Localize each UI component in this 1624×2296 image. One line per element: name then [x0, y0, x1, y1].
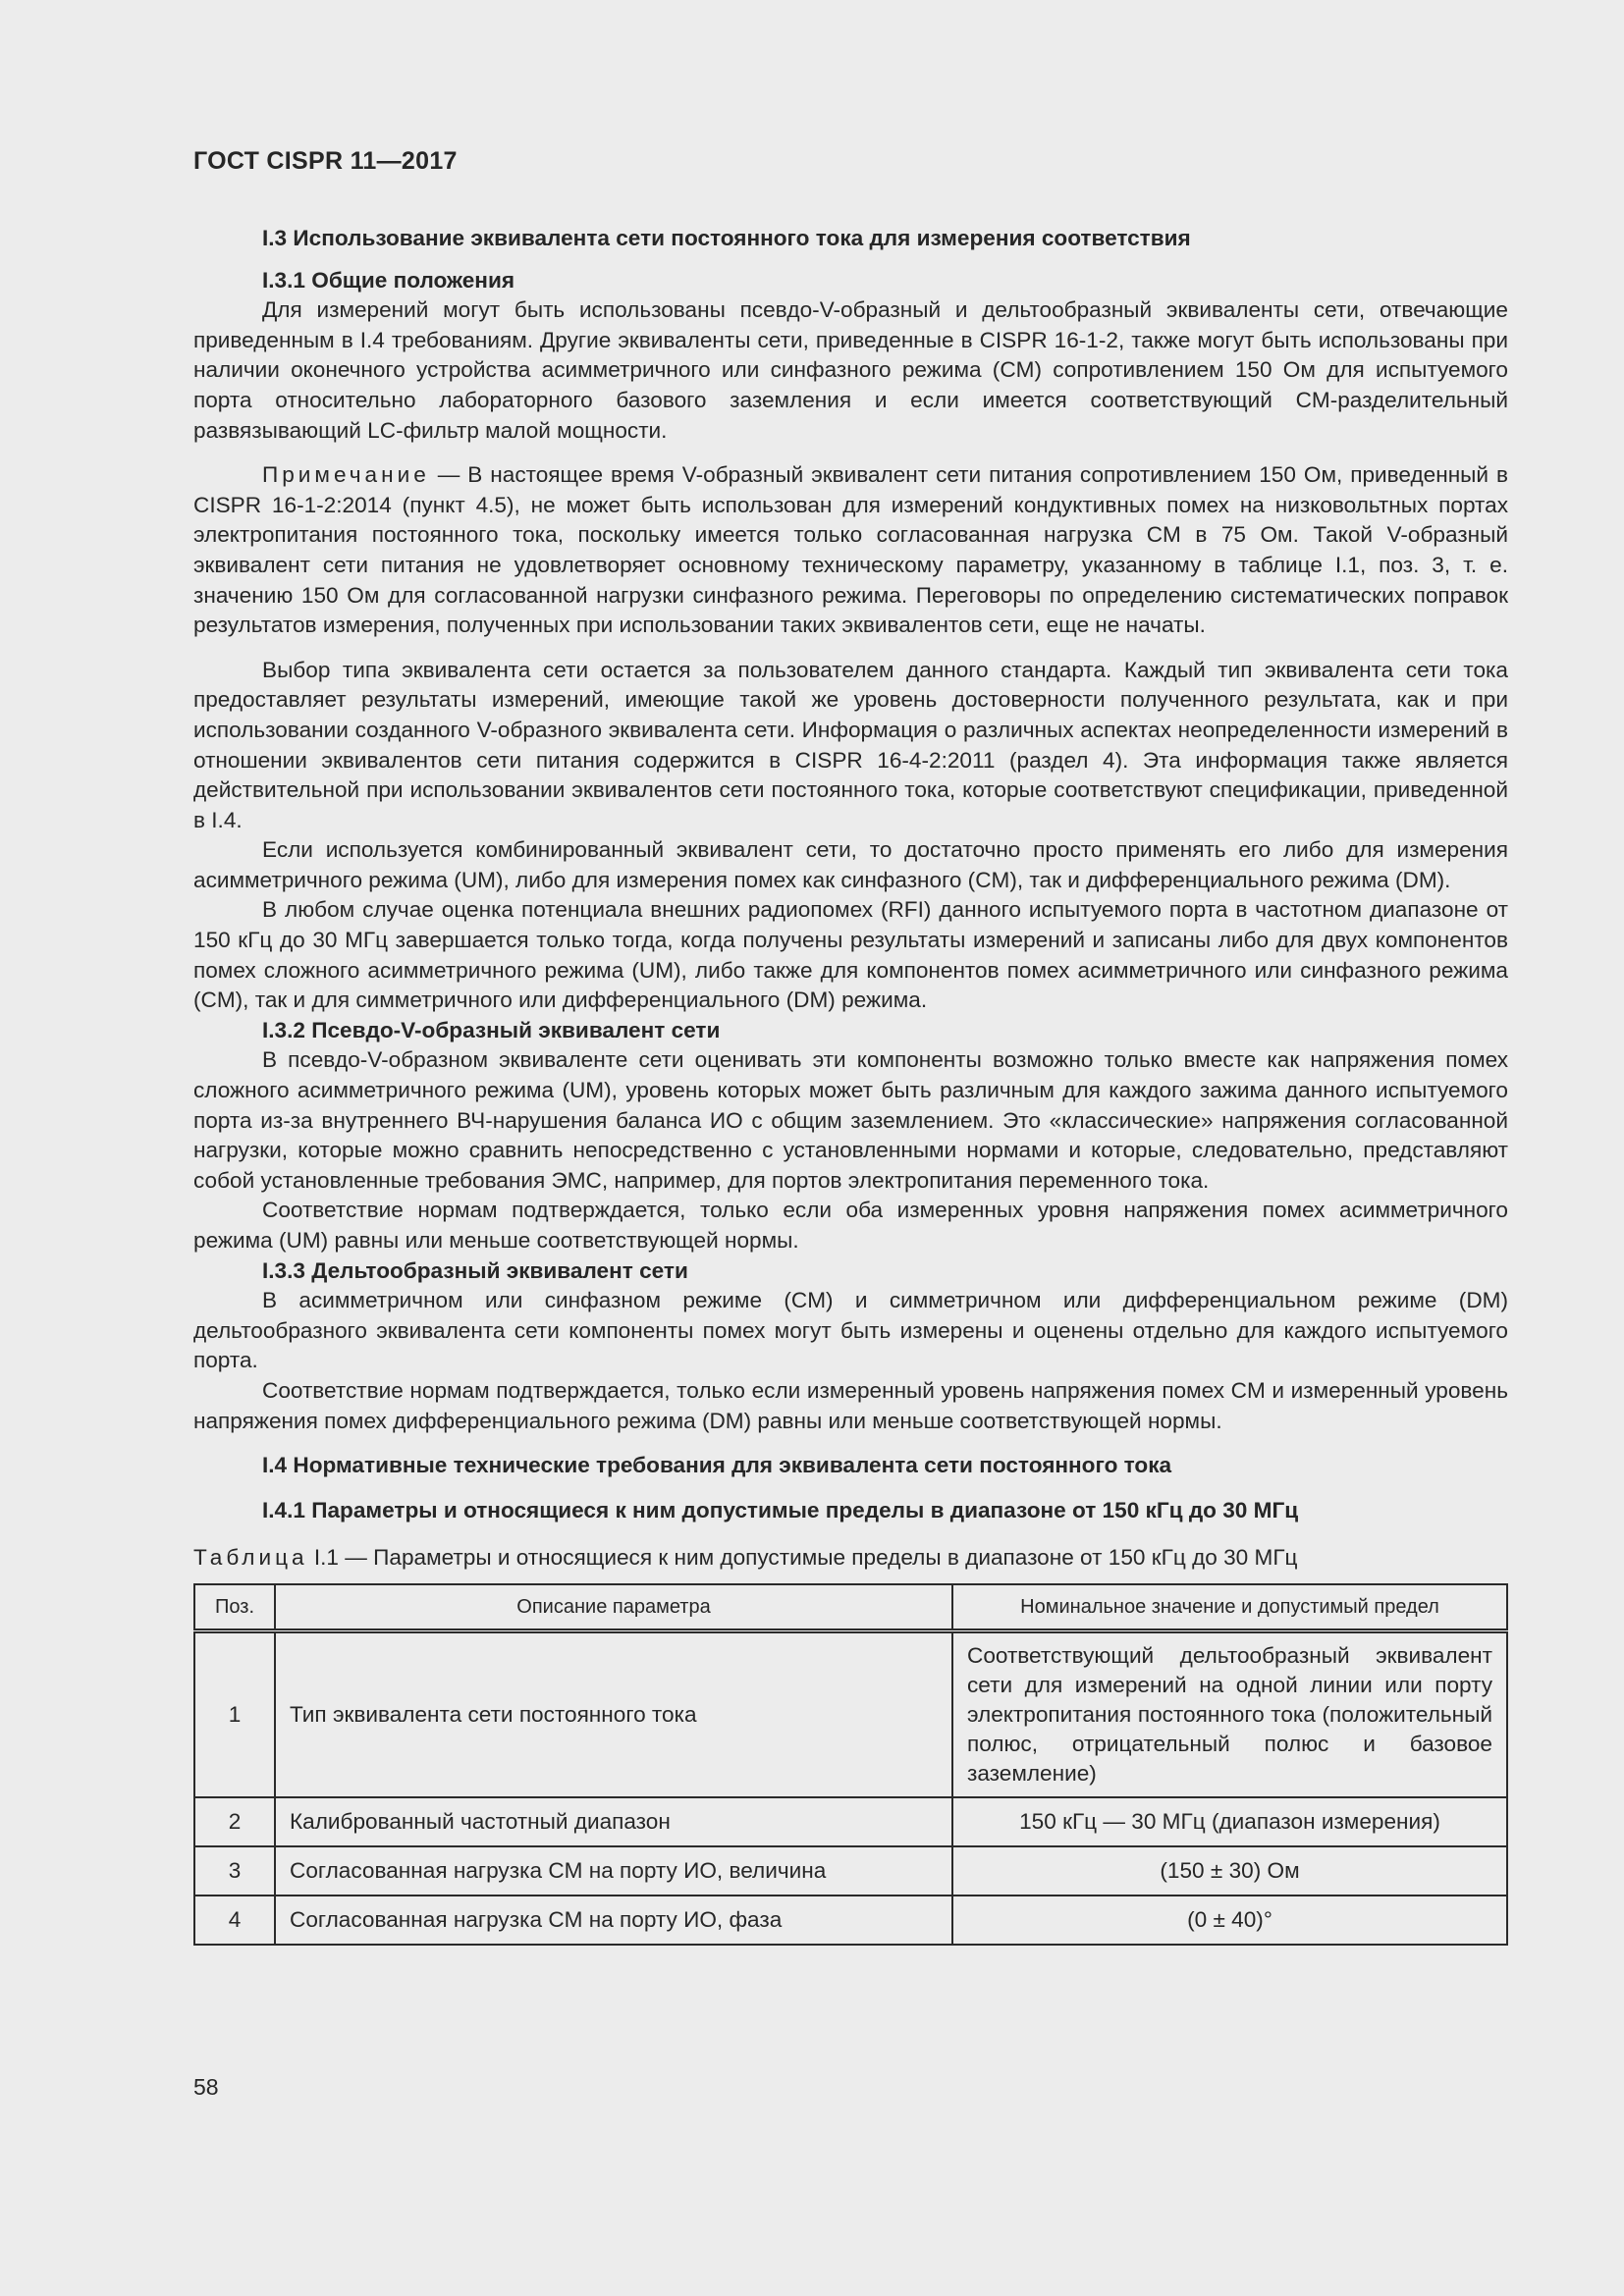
row-desc: Согласованная нагрузка CM на порту ИО, величина: [275, 1846, 952, 1896]
note-paragraph: [193, 460, 1508, 641]
section-i32-heading: I.3.2 Псевдо-V-образный эквивалент сети: [262, 1017, 721, 1042]
table-header-row: [194, 1584, 1507, 1631]
table-caption-label: Таблица: [193, 1545, 308, 1571]
paragraph: В асимметричном или синфазном режиме (CM) и симметричном или дифференциальном режиме (DM) дельтообразного эквивалента сети компоненты помех могут быть измерены и оценены отдельно для каждого испытуемого порта.: [193, 1288, 1508, 1373]
section-i4-heading: I.4 Нормативные технические требования для эквивалента сети постоянного тока: [262, 1453, 1172, 1478]
paragraph: Если используется комбинированный эквивалент сети, то достаточно просто применять его либо для измерения асимметричного режима (UM), либо для измерения помех как синфазного (CM), так и дифференциального режима (DM).: [193, 837, 1508, 892]
row-desc: Тип эквивалента сети постоянного тока: [275, 1630, 952, 1797]
row-num: 1: [194, 1630, 275, 1797]
section-i33-heading: I.3.3 Дельтообразный эквивалент сети: [262, 1257, 688, 1283]
parameters-table: [193, 1583, 1508, 1946]
row-value: (150 ± 30) Ом: [952, 1846, 1507, 1896]
row-desc: Согласованная нагрузка CM на порту ИО, фаза: [275, 1896, 952, 1945]
paragraph: Соответствие нормам подтверждается, только если измеренный уровень напряжения помех CM и измеренный уровень напряжения помех дифференциального режима (DM) равны или меньше соответствующей нормы.: [193, 1377, 1508, 1433]
section-i3-heading: I.3 Использование эквивалента сети постоянного тока для измерения соответствия: [262, 226, 1191, 250]
note-label: Примечание: [262, 462, 430, 488]
row-num: 4: [194, 1896, 275, 1945]
document-header: ГОСТ CISPR 11—2017: [193, 147, 458, 175]
table-row: [194, 1630, 1507, 1797]
section-i31-heading: I.3.1 Общие положения: [262, 267, 515, 293]
column-header-value: Номинальное значение и допустимый предел: [952, 1584, 1507, 1631]
row-num: 3: [194, 1846, 275, 1896]
column-header-desc: Описание параметра: [275, 1584, 952, 1631]
document-body: [193, 224, 1508, 1946]
table-caption: [193, 1543, 1508, 1574]
row-value: 150 кГц — 30 МГц (диапазон измерения): [952, 1797, 1507, 1846]
column-header-num: Поз.: [194, 1584, 275, 1631]
paragraph: В псевдо-V-образном эквиваленте сети оценивать эти компоненты возможно только вместе как напряжения помех сложного асимметричного режима (UM), уровень которых может быть различным для каждого зажима данного испытуемого порта из-за внутреннего ВЧ-нарушения баланса ИО с общим заземлением. Это «классические» напряжения согласованной нагрузки, которые можно сравнить непосредственно с установленными нормами и которые, следовательно, представляют собой установленные требования ЭМС, например, для портов электропитания переменного тока.: [193, 1047, 1508, 1193]
row-num: 2: [194, 1797, 275, 1846]
section-i41-heading: I.4.1 Параметры и относящиеся к ним допустимые пределы в диапазоне от 150 кГц до 30 МГц: [262, 1497, 1299, 1522]
paragraph: Для измерений могут быть использованы псевдо-V-образный и дельтообразный эквиваленты сети, отвечающие приведенным в I.4 требованиям. Другие эквиваленты сети, приведенные в CISPR 16-1-2, также могут быть использованы при наличии оконечного устройства асимметричного или синфазного режима (CM) сопротивлением 150 Ом для испытуемого порта относительно лабораторного базового заземления и если имеется соответствующий CM-разделительный развязывающий LC-фильтр малой мощности.: [193, 297, 1508, 443]
table-row: [194, 1797, 1507, 1846]
row-value: Соответствующий дельтообразный эквивалент сети для измерений на одной линии или порту электропитания постоянного тока (положительный полюс, отрицательный полюс и базовое заземление): [952, 1630, 1507, 1797]
note-text: — В настоящее время V-образный эквивалент сети питания сопротивлением 150 Ом, приведенный в CISPR 16-1-2:2014 (пункт 4.5), не может быть использован для измерений кондуктивных помех на низковольтных портах электропитания постоянного тока, поскольку имеется только согласованная нагрузка CM в 75 Ом. Такой V-образный эквивалент сети питания не удовлетворяет основному техническому параметру, указанному в таблице I.1, поз. 3, т. е. значению 150 Ом для согласованной нагрузки синфазного режима. Переговоры по определению систематических поправок результатов измерения, полученных при использовании таких эквивалентов сети, еще не начаты.: [193, 462, 1508, 638]
row-desc: Калиброванный частотный диапазон: [275, 1797, 952, 1846]
paragraph: В любом случае оценка потенциала внешних радиопомех (RFI) данного испытуемого порта в частотном диапазоне от 150 кГц до 30 МГц завершается только тогда, когда получены результаты измерений и записаны либо для двух компонентов помех сложного асимметричного режима (UM), либо также для компонентов помех асимметричного или синфазного режима (CM), так и для симметричного или дифференциального (DM) режима.: [193, 897, 1508, 1013]
row-value: (0 ± 40)°: [952, 1896, 1507, 1945]
table-caption-text: I.1 — Параметры и относящиеся к ним допустимые пределы в диапазоне от 150 кГц до 30 МГц: [307, 1545, 1298, 1571]
paragraph: Соответствие нормам подтверждается, только если оба измеренных уровня напряжения помех асимметричного режима (UM) равны или меньше соответствующей нормы.: [193, 1198, 1508, 1253]
paragraph: Выбор типа эквивалента сети остается за пользователем данного стандарта. Каждый тип эквивалента сети тока предоставляет результаты измерений, имеющие такой же уровень достоверности полученного результата, как и при использовании созданного V-образного эквивалента сети. Информация о различных аспектах неопределенности измерений в отношении эквивалентов сети питания содержится в CISPR 16-4-2:2011 (раздел 4). Эта информация также является действительной при использовании эквивалентов сети постоянного тока, которые соответствуют спецификации, приведенной в I.4.: [193, 657, 1508, 832]
table-row: [194, 1846, 1507, 1896]
table-row: [194, 1896, 1507, 1945]
page-number: 58: [193, 2074, 219, 2100]
